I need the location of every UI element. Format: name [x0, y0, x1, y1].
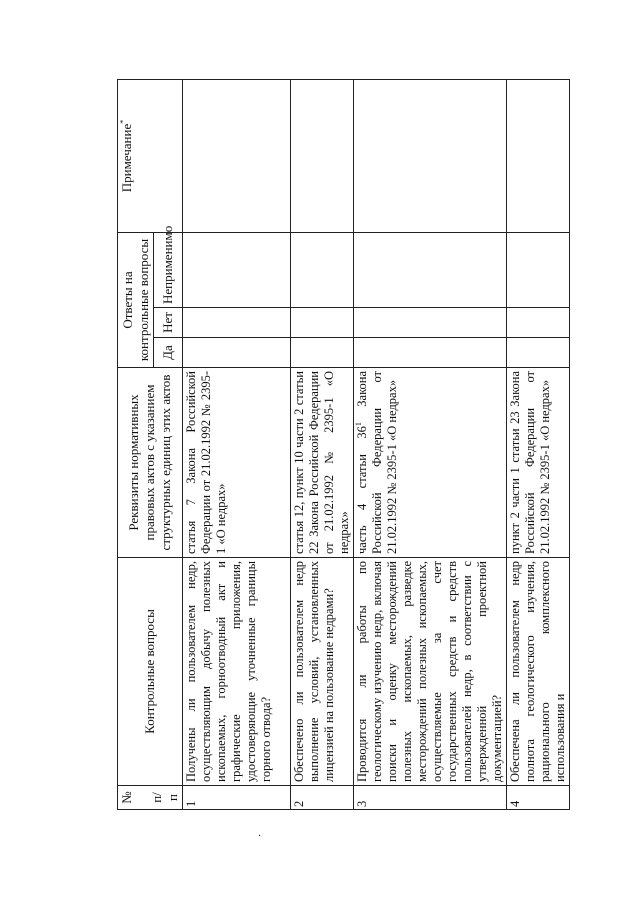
row-question: Обеспечена ли пользователем недр полнота геологического изучения, рационального комплексного использования и	[507, 558, 570, 786]
answer-yes-cell[interactable]	[354, 338, 507, 368]
header-question: Контрольные вопросы	[118, 558, 183, 786]
requisites-text-rest: Закона Российской Федерации от 21.02.1992 № 2395-1 «О недрах»	[355, 371, 399, 554]
header-requisites: Реквизиты нормативных правовых актов с указанием структурных единиц этих актов	[118, 368, 183, 558]
requisites-text: часть 4 статьи 36	[355, 426, 369, 554]
answer-yes-cell[interactable]	[291, 338, 354, 368]
answer-na-cell[interactable]	[291, 233, 354, 308]
row-requisites	[354, 368, 507, 558]
rotated-sheet	[117, 80, 567, 810]
checklist-table	[117, 79, 570, 810]
note-cell[interactable]	[354, 80, 507, 233]
table-row	[291, 80, 354, 810]
row-number: 3	[354, 786, 507, 810]
answer-na-cell[interactable]	[507, 233, 570, 308]
header-no: Нет	[154, 308, 183, 338]
header-num-bottom: п/п	[149, 792, 180, 803]
answer-no-cell[interactable]	[183, 308, 291, 338]
row-question: Получены ли пользователем недр, осуществляющим добычу полезных ископаемых, горноотводный акт и графические приложения, удостоверяющие уточненные границы горного отвода?	[183, 558, 291, 786]
answer-no-cell[interactable]	[291, 308, 354, 338]
answer-yes-cell[interactable]	[507, 338, 570, 368]
note-cell[interactable]	[291, 80, 354, 233]
requisites-superscript: 1	[353, 422, 363, 427]
header-note-mark: *	[118, 119, 128, 124]
row-number: 2	[291, 786, 354, 810]
answer-yes-cell[interactable]	[183, 338, 291, 368]
table-row	[354, 80, 507, 810]
row-question: Обеспечено ли пользователем недр выполнение условий, установленных лицензией на пользование недрами?	[291, 558, 354, 786]
table-row	[183, 80, 291, 810]
row-requisites: статья 7 Закона Российской Федерации от 21.02.1992 № 2395-1 «О недрах»	[183, 368, 291, 558]
header-na: Неприменимо	[154, 233, 183, 308]
row-question: Проводится ли работы по геологическому изучению недр, включая поиски и оценку месторождений полезных ископаемых, разведке месторождений полезных ископаемых, осуществляемые за счет государственных средств и средств пользователей недр, в соответствии с утвержденной проектной документацией?	[354, 558, 507, 786]
answer-na-cell[interactable]	[354, 233, 507, 308]
answer-no-cell[interactable]	[507, 308, 570, 338]
header-note-label: Примечание	[119, 123, 134, 193]
answer-no-cell[interactable]	[354, 308, 507, 338]
stray-dot: ·	[258, 831, 262, 842]
answer-na-cell[interactable]	[183, 233, 291, 308]
row-number: 1	[183, 786, 291, 810]
header-answers: Ответы на контрольные вопросы	[118, 233, 154, 368]
header-note	[118, 80, 183, 233]
header-num	[118, 786, 183, 810]
header-yes: Да	[154, 338, 183, 368]
note-cell[interactable]	[507, 80, 570, 233]
note-cell[interactable]	[183, 80, 291, 233]
row-number: 4	[507, 786, 570, 810]
row-requisites: статья 12, пункт 10 части 2 статьи 22 Закона Российской Федерации от 21.02.1992 № 2395-1 «О недрах»	[291, 368, 354, 558]
header-num-top: №	[119, 791, 134, 804]
row-requisites: пункт 2 части 1 статьи 23 Закона Российской Федерации от 21.02.1992 № 2395-1 «О недрах»	[507, 368, 570, 558]
table-row	[507, 80, 570, 810]
